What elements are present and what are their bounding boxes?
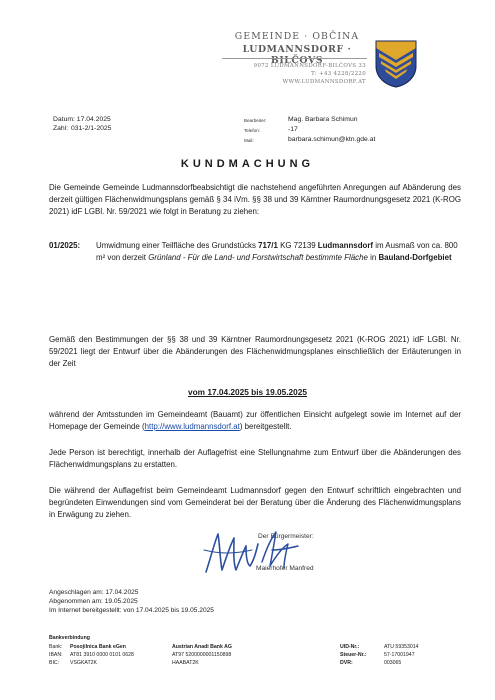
- item-description: [96, 240, 461, 264]
- dvr-value: 003065: [384, 660, 402, 667]
- letterhead-phone: T: +43 4228/2220: [311, 71, 366, 77]
- cadastral-community: Ludmannsdorf: [317, 241, 374, 250]
- bank2-details: [172, 643, 232, 668]
- municipal-crest-icon: [375, 40, 417, 88]
- posted-date: Angeschlagen am: 17.04.2025: [49, 589, 139, 596]
- letterhead-municipality-name: LUDMANNSDORF · BILČOVS: [242, 44, 352, 66]
- letterhead-address: 9072 LUDMANNSDORF-BILČOVS 33: [253, 63, 366, 69]
- intro-paragraph: Die Gemeinde Gemeinde Ludmannsdorfbeabsichtigt die nachstehend angeführten Anregungen auf Abänderung des derzeit gültigen Flächenwidmungsplans gemäß § 34 iVm. §§ 38 und 39 Kärntner Raumordnungsgesetz 2021 (K-ROG 2021) idF LGBl. Nr. 59/2021 wie folgt in Beratung zu ziehen:: [49, 183, 461, 216]
- document-title: KUNDMACHUNG: [180, 158, 315, 170]
- phone-label: Telefon:: [244, 128, 261, 133]
- bic-label: BIC:: [49, 660, 60, 667]
- removed-date: Abgenommen am: 19.05.2025: [49, 598, 138, 605]
- homepage-link[interactable]: http://www.ludmannsdorf.at: [144, 422, 240, 431]
- file-number-label: Zahl:: [53, 125, 69, 132]
- paragraph-text: während der Amtsstunden im Gemeindeamt (Bauamt) zur öffentlichen Einsicht aufgelegt sowie im Internet auf der Homepage der Gemeinde (: [49, 410, 461, 431]
- paragraph-text: ) bereitgestellt.: [239, 422, 292, 431]
- bank-labels: [49, 643, 63, 668]
- letterhead-line1: GEMEINDE · OBČINA: [234, 31, 360, 42]
- mayor-name: Maierhofer Manfred: [256, 565, 314, 572]
- mail-address[interactable]: barbara.schimun@ktn.gde.at: [288, 136, 376, 143]
- item-text: Umwidmung einer Teilfläche des Grundstücks: [96, 241, 259, 250]
- bank-label: Bank:: [49, 644, 63, 650]
- online-period: Im Internet bereitgestellt: von 17.04.2025 bis 19.05.2025: [49, 607, 214, 614]
- letterhead-website: WWW.LUDMANNSDORF.AT: [282, 79, 366, 85]
- new-zoning: Bauland-Dorfgebiet: [378, 253, 452, 262]
- legal-basis-paragraph: Gemäß den Bestimmungen der §§ 38 und 39 Kärntner Raumordnungsgesetz 2021 (K-ROG 2021) idF LGBl. Nr. 59/2021 liegt der Entwurf über die Abänderungen des Flächenwidmungsplanes einschließlich der Erläuterungen in der Zeit: [49, 335, 461, 368]
- file-number-value: 031-2/1-2025: [71, 125, 112, 132]
- mayor-role: Der Bürgermeister:: [258, 533, 314, 540]
- bank2-bic: HAABAT2K: [172, 660, 199, 667]
- bank2-iban: AT97 5200000001150898: [172, 652, 232, 659]
- item-text: in: [367, 253, 379, 262]
- objections-paragraph: Die während der Auflagefrist beim Gemeindeamt Ludmannsdorf gegen den Entwurf schriftlich eingebrachten und begründeten Einwendungen sind vom Gemeinderat bei der Beratung über die Änderung des Flächenwidmungsplans in Erwägung zu ziehen.: [49, 486, 461, 519]
- bank1-iban: AT81 3910 0000 0101 0628: [70, 652, 134, 659]
- statement-right-paragraph: Jede Person ist berechtigt, innerhalb der Auflagefrist eine Stellungnahme zum Entwurf über die Abänderungen des Flächenwidmungsplans zu erstatten.: [49, 448, 461, 469]
- display-period: vom 17.04.2025 bis 19.05.2025: [187, 387, 307, 397]
- clerk-name: Mag. Barbara Schimun: [288, 116, 358, 123]
- parcel-number: 717/1: [258, 241, 278, 250]
- registry-labels: [340, 643, 367, 668]
- document-date: Datum: 17.04.2025: [53, 116, 111, 123]
- vat-id-value: ATU 59353014: [384, 644, 419, 650]
- registry-values: [384, 643, 419, 668]
- dvr-label: DVR:: [340, 660, 353, 667]
- clerk-label: Bearbeiter:: [244, 118, 267, 123]
- phone-extension: -17: [288, 126, 298, 133]
- item-number: 01/2025:: [49, 241, 81, 250]
- public-display-paragraph: [49, 409, 461, 433]
- bank2-name: Austrian Anadi Bank AG: [172, 644, 232, 650]
- bank1-bic: VSGKAT2K: [70, 660, 98, 667]
- bank-details-heading: Bankverbindung: [49, 635, 90, 641]
- bank1-name: Posojilnica Bank eGen: [70, 644, 126, 650]
- iban-label: IBAN:: [49, 652, 63, 659]
- item-text: KG 72139: [277, 241, 318, 250]
- bank1-details: [70, 643, 134, 668]
- vat-id-label: UID-Nr.:: [340, 644, 360, 650]
- tax-number-label: Steuer-Nr.:: [340, 652, 367, 659]
- mail-label: Mail:: [244, 138, 254, 143]
- letterhead-divider: [222, 58, 367, 59]
- item-text: im Ausmaß von ca. 800 m² von derzeit: [96, 241, 458, 262]
- tax-number-value: 57-17001947: [384, 652, 415, 659]
- current-zoning: Grünland - Für die Land- und Forstwirtschaft bestimmte Fläche: [148, 253, 368, 262]
